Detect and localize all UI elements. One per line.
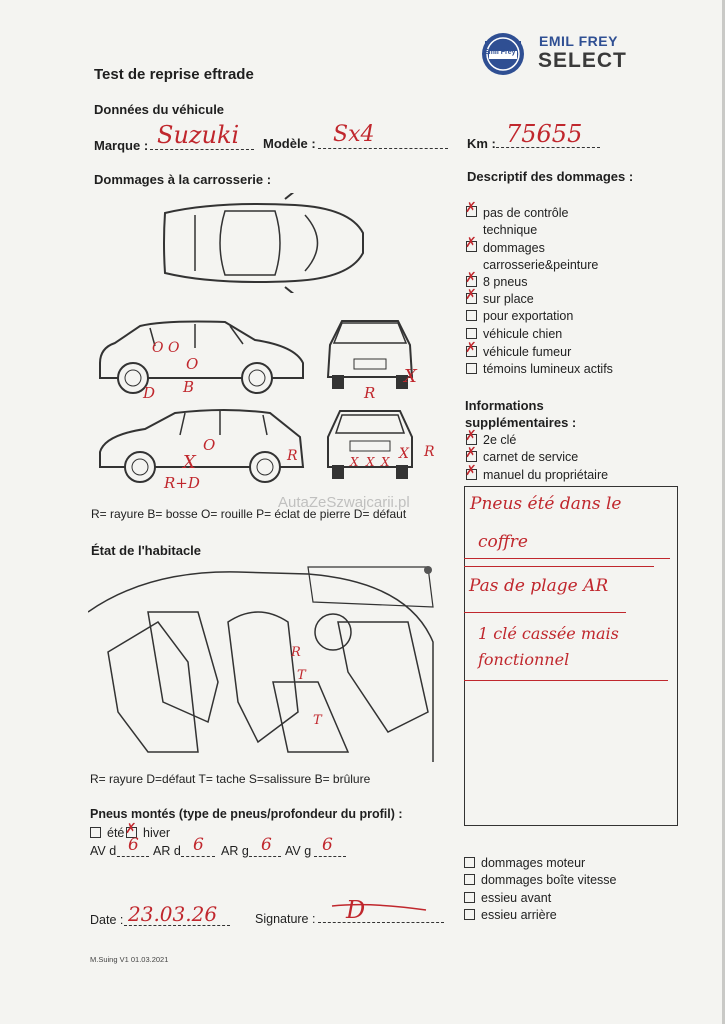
km-label: Km :	[467, 136, 496, 151]
mech-item-engine[interactable]: dommages moteur	[464, 856, 585, 870]
signature-line	[318, 922, 444, 923]
av-g-value[interactable]: 6	[322, 835, 333, 855]
watermark: AutaZeSzwajcarii.pl	[278, 494, 410, 511]
date-value[interactable]: 23.03.26	[128, 902, 218, 926]
av-g-label: AV g	[285, 844, 312, 858]
interior-mark: T	[297, 668, 306, 683]
checkbox-icon[interactable]	[466, 363, 477, 374]
marque-value: Suzuki	[157, 121, 240, 149]
mech-item-rear-axle[interactable]: essieu arrière	[464, 908, 557, 922]
note-line-3: Pas de plage AR	[469, 576, 609, 596]
damage-mark: O	[168, 340, 180, 356]
damage-mark: R	[287, 448, 298, 464]
checkbox-icon[interactable]	[466, 434, 477, 445]
checkbox-icon[interactable]	[466, 206, 477, 217]
damage-mark: O	[186, 355, 199, 373]
av-d-value[interactable]: 6	[128, 835, 139, 855]
ar-d-line	[181, 856, 215, 857]
checkbox-icon[interactable]	[466, 241, 477, 252]
tire-type-winter[interactable]: ✗ hiver	[126, 826, 170, 840]
ar-g-line	[249, 856, 281, 857]
tire-type-summer[interactable]: été	[90, 826, 124, 840]
note-rule	[464, 558, 670, 559]
body-damage-title: Dommages à la carrosserie :	[94, 172, 272, 187]
checkbox-icon[interactable]	[466, 346, 477, 357]
damage-mark: X	[404, 366, 417, 387]
damage-mark: B	[183, 378, 195, 396]
damage-item-no-inspection[interactable]: ✗pas de contrôle technique	[466, 205, 583, 239]
marque-label: Marque :	[94, 138, 149, 153]
additional-info-title-2: supplémentaires :	[465, 415, 577, 430]
damage-mark: X	[381, 455, 390, 469]
av-d-line	[117, 856, 149, 857]
damage-item-8-tires[interactable]: ✗8 pneus	[466, 275, 527, 289]
damage-item-on-site[interactable]: ✗sur place	[466, 292, 534, 306]
checkbox-icon[interactable]	[466, 276, 477, 287]
info-item-owner-manual[interactable]: ✗manuel du propriétaire	[466, 468, 608, 482]
note-line-4: 1 clé cassée mais	[478, 624, 619, 643]
ar-d-label: AR d	[153, 844, 181, 858]
checkbox-icon[interactable]	[466, 310, 477, 321]
checkbox-icon[interactable]	[90, 827, 101, 838]
interior-diagram	[88, 562, 438, 767]
damage-mark: X	[350, 455, 359, 469]
note-rule	[464, 566, 654, 567]
car-top-view-diagram	[155, 193, 370, 293]
damage-description-title: Descriptif des dommages :	[467, 169, 634, 184]
modele-label: Modèle :	[263, 136, 316, 151]
info-item-second-key[interactable]: ✗2e clé	[466, 433, 516, 447]
mech-item-front-axle[interactable]: essieu avant	[464, 891, 551, 905]
marque-line	[150, 149, 254, 150]
note-line-1: Pneus été dans le	[470, 494, 622, 514]
logo-line-2: SELECT	[538, 49, 627, 72]
note-rule	[464, 612, 626, 613]
form-version: M.Suing V1 01.03.2021	[90, 955, 169, 964]
damage-mark: O	[203, 436, 216, 454]
signature-stroke	[330, 900, 430, 920]
av-g-line	[314, 856, 346, 857]
interior-legend: R= rayure D=défaut T= tache S=salissure B= brûlure	[90, 772, 371, 786]
damage-item-bodywork[interactable]: ✗dommages carrosserie&peinture	[466, 240, 608, 274]
form-title: Test de reprise eftrade	[94, 66, 254, 83]
damage-item-smoker[interactable]: ✗véhicule fumeur	[466, 345, 571, 359]
damage-mark: R	[364, 384, 376, 402]
note-rule	[464, 680, 668, 681]
checkbox-icon[interactable]	[464, 909, 475, 920]
interior-mark: R	[291, 645, 301, 660]
body-damage-legend: R= rayure B= bosse O= rouille P= éclat de pierre D= défaut	[91, 507, 407, 521]
ar-d-value[interactable]: 6	[193, 835, 204, 855]
damage-mark: R+D	[164, 474, 200, 492]
ar-g-label: AR g	[221, 844, 249, 858]
vehicle-section-title: Données du véhicule	[94, 102, 225, 117]
km-value: 75655	[506, 120, 583, 148]
damage-mark: X	[399, 446, 409, 462]
additional-info-title-1: Informations	[465, 398, 544, 413]
tires-title: Pneus montés (type de pneus/profondeur du profil) :	[90, 807, 403, 821]
note-line-2: coffre	[478, 532, 528, 552]
note-line-5: fonctionnel	[478, 650, 570, 669]
date-label: Date :	[90, 913, 124, 927]
damage-mark: X	[183, 452, 196, 473]
ar-g-value[interactable]: 6	[261, 835, 272, 855]
modele-line	[318, 148, 448, 149]
interior-mark: T	[313, 713, 322, 728]
checkbox-icon[interactable]	[464, 857, 475, 868]
damage-item-export[interactable]: pour exportation	[466, 309, 573, 323]
interior-title: État de l'habitacle	[91, 543, 202, 558]
signature-value[interactable]: D	[346, 896, 366, 924]
checkbox-icon[interactable]	[464, 892, 475, 903]
logo-line-1: EMIL FREY	[539, 33, 618, 49]
signature-label: Signature :	[255, 912, 316, 926]
emblem-text: Emil Frey	[484, 49, 516, 56]
info-item-service-book[interactable]: ✗carnet de service	[466, 450, 578, 464]
checkbox-icon[interactable]	[466, 451, 477, 462]
checkbox-icon[interactable]	[466, 328, 477, 339]
av-d-label: AV d	[90, 844, 117, 858]
car-rear-diagram	[320, 405, 420, 485]
car-side-left-diagram	[95, 318, 310, 398]
damage-mark: O	[152, 340, 164, 356]
checkbox-icon[interactable]	[466, 293, 477, 304]
damage-mark: R	[424, 444, 435, 460]
damage-mark: D	[143, 384, 156, 402]
damage-mark: X	[366, 455, 375, 469]
modele-value: Sx4	[333, 122, 375, 147]
mech-item-gearbox[interactable]: dommages boîte vitesse	[464, 873, 617, 887]
checkbox-icon[interactable]	[464, 874, 475, 885]
damage-item-warning-lights[interactable]: témoins lumineux actifs	[466, 362, 613, 376]
damage-item-dog[interactable]: véhicule chien	[466, 327, 562, 341]
checkbox-icon[interactable]	[466, 469, 477, 480]
